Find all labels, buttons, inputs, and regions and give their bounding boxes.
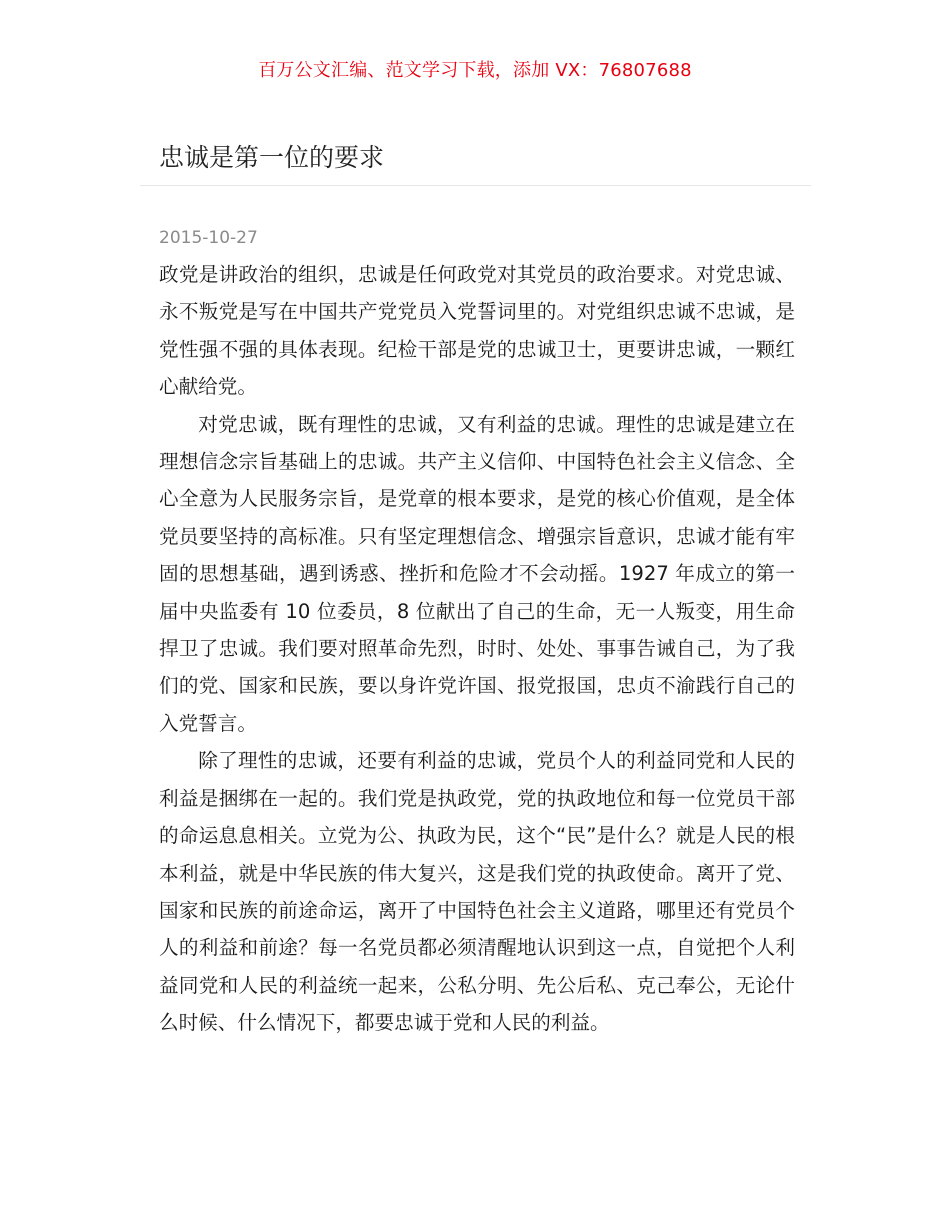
article-date: 2015-10-27 xyxy=(159,228,258,248)
paragraph-2: 对党忠诚，既有理性的忠诚，又有利益的忠诚。理性的忠诚是建立在理想信念宗旨基础上的忠诚。共产主义信仰、中国特色社会主义信念、全心全意为人民服务宗旨，是党章的根本要求，是党的核心价值观，是全体党员要坚持的高标准。只有坚定理想信念、增强宗旨意识，忠诚才能有牢固的思想基础，遇到诱惑、挫折和危险才不会动摇。1927 年成立的第一届中央监委有 10 位委员，8 位献出了自己的生命，无一人叛变，用生命捍卫了忠诚。我们要对照革命先烈，时时、处处、事事告诫自己，为了我们的党、国家和民族，要以身许党许国、报党报国，忠贞不渝践行自己的入党誓言。 xyxy=(159,412,795,735)
article-body xyxy=(159,256,795,1042)
article-title: 忠诚是第一位的要求 xyxy=(159,143,385,172)
paragraph-3: 除了理性的忠诚，还要有利益的忠诚，党员个人的利益同党和人民的利益是捆绑在一起的。我们党是执政党，党的执政地位和每一位党员干部的命运息息相关。立党为公、执政为民，这个“民”是什么？就是人民的根本利益，就是中华民族的伟大复兴，这是我们党的执政使命。离开了党、国家和民族的前途命运，离开了中国特色社会主义道路，哪里还有党员个人的利益和前途？每一名党员都必须清醒地认识到这一点，自觉把个人利益同党和人民的利益统一起来，公私分明、先公后私、克己奉公，无论什么时候、什么情况下，都要忠诚于党和人民的利益。 xyxy=(159,749,795,1035)
paragraph-1: 政党是讲政治的组织，忠诚是任何政党对其党员的政治要求。对党忠诚、永不叛党是写在中国共产党党员入党誓词里的。对党组织忠诚不忠诚，是党性强不强的具体表现。纪检干部是党的忠诚卫士，更要讲忠诚，一颗红心献给党。 xyxy=(159,263,795,399)
title-divider xyxy=(140,185,811,186)
promo-banner: 百万公文汇编、范文学习下载，添加 VX：76807688 xyxy=(258,60,692,81)
